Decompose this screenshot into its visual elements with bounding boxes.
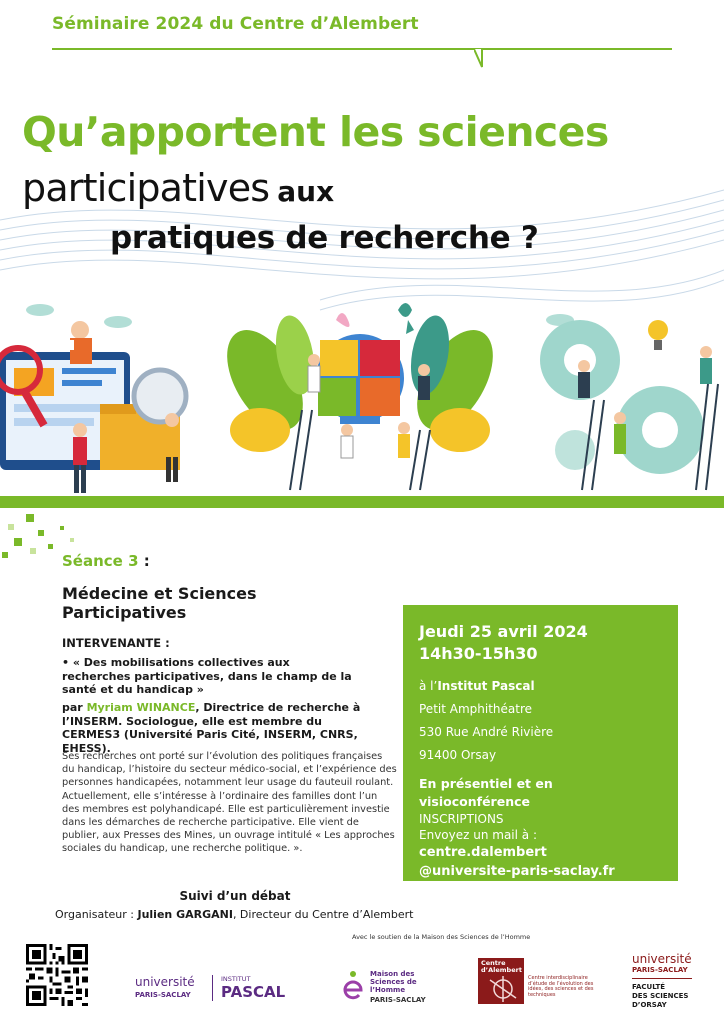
speaker-bio: Ses recherches ont porté sur l’évolution des politiques françaises du handicap, l’histoire du secteur médico-social, et l’expérience des personnes handicapées, notamment leur usage du fauteuil roulant. Actuellement, elle s’intéresse à l’ordinaire des familles dont l’un des membres est polyhandicapé. Elle est particulièrement investie dans les démarches de recherche participative. Elle vient de publier, aux Presses des Mines, un ouvrage intitulé « Les approches sociales du handicap, une recherche politique. ». [62, 751, 397, 855]
speaker-affiliation: , Directrice de recherche à l’INSERM. Sociologue, elle est membre du CERMES3 (Université Paris Cité, INSERM, CNRS, EHESS). [62, 701, 361, 755]
main-title-line2 [22, 166, 334, 210]
fso-fac-2: DES SCIENCES [632, 992, 689, 1000]
universite-paris-saclay-logo [135, 975, 195, 999]
event-info-box [403, 605, 678, 881]
main-title-line2-light: participatives [22, 166, 270, 210]
header-underline [52, 48, 672, 50]
event-venue [419, 675, 662, 698]
inscriptions-label: INSCRIPTIONS [419, 812, 504, 826]
venue-prefix: à l’ [419, 679, 438, 693]
organiser-prefix: Organisateur : [55, 908, 138, 921]
ca-description: Centre interdisciplinaire d’étude de l’évolution des idées, des sciences et des techniques [528, 975, 594, 998]
ups-sub: PARIS-SACLAY [135, 991, 191, 999]
talk-title: • « Des mobilisations collectives aux recherches participatives, dans le champ de la santé et du handicap » [62, 656, 352, 696]
event-time: 14h30-15h30 [419, 644, 538, 663]
gears-illustration-icon [540, 320, 718, 490]
seminar-header [52, 14, 419, 34]
venue-city: 91400 Orsay [419, 748, 497, 762]
contact-email-line2[interactable]: @universite-paris-saclay.fr [419, 864, 615, 879]
event-mode: En présentiel et en visioconférence [419, 776, 553, 809]
speaker-prefix: par [62, 701, 87, 714]
header-notch-icon [474, 48, 504, 68]
contact-email-line1[interactable]: centre.dalembert [419, 845, 547, 860]
msh-line2: Sciences de [370, 978, 417, 986]
organiser-name: Julien GARGANI [137, 908, 233, 921]
main-title-line3: pratiques de recherche ? [110, 220, 539, 256]
fso-faculty [632, 978, 692, 1010]
fso-fac-1: FACULTÉ [632, 983, 666, 991]
institut-pascal-logo [212, 975, 285, 1001]
msh-e-icon [342, 970, 364, 1002]
session-number: Séance 3 [62, 552, 139, 570]
venue-room: Petit Amphithéatre [419, 702, 533, 716]
faculte-sciences-orsay-logo [632, 952, 692, 1010]
session-label [62, 552, 150, 570]
pascal-institut-label: INSTITUT [221, 975, 251, 983]
seminar-title: Séminaire 2024 du Centre d’Alembert [52, 14, 419, 34]
puzzle-brain-illustration-icon [212, 303, 509, 490]
ca-name-1: Centre [481, 959, 506, 967]
msh-line4: PARIS-SACLAY [370, 996, 426, 1004]
venue-name: Institut Pascal [437, 679, 535, 693]
speaker-section-label: INTERVENANTE : [62, 636, 170, 650]
organiser-role: , Directeur du Centre d’Alembert [232, 908, 414, 921]
green-divider-band [0, 496, 724, 508]
ups-word: université [135, 975, 195, 989]
organiser-line [55, 908, 413, 921]
fso-word: université [632, 952, 692, 966]
send-mail-label: Envoyez un mail à : [419, 828, 537, 842]
main-title-line2-bold: aux [277, 175, 335, 208]
event-date: Jeudi 25 avril 2024 [419, 622, 588, 641]
support-note: Avec le soutien de la Maison des Sciences de l’Homme [352, 933, 531, 941]
centre-dalembert-logo [478, 958, 598, 1004]
debate-label: Suivi d’un débat [179, 889, 291, 903]
msh-logo [342, 970, 426, 1004]
speaker-name: Myriam WINANCE [86, 701, 196, 714]
ca-name [481, 960, 522, 974]
msh-line3: l’Homme [370, 986, 406, 994]
msh-text [370, 970, 426, 1004]
speaker-info [62, 701, 372, 755]
msh-line1: Maison des [370, 970, 415, 978]
participation-illustration [0, 300, 724, 500]
fso-sub: PARIS-SACLAY [632, 966, 688, 974]
session-colon: : [138, 552, 150, 570]
computer-illustration-icon [0, 321, 186, 493]
ca-name-2: d’Alembert [481, 966, 522, 974]
qr-code-icon[interactable] [26, 944, 88, 1006]
ca-compass-icon [486, 976, 520, 1002]
pascal-name: PASCAL [221, 983, 286, 1001]
fso-fac-3: D’ORSAY [632, 1001, 667, 1009]
session-theme: Médecine et Sciences Participatives [62, 584, 257, 622]
main-title-line1: Qu’apportent les sciences [22, 108, 609, 156]
venue-street: 530 Rue André Rivière [419, 725, 554, 739]
